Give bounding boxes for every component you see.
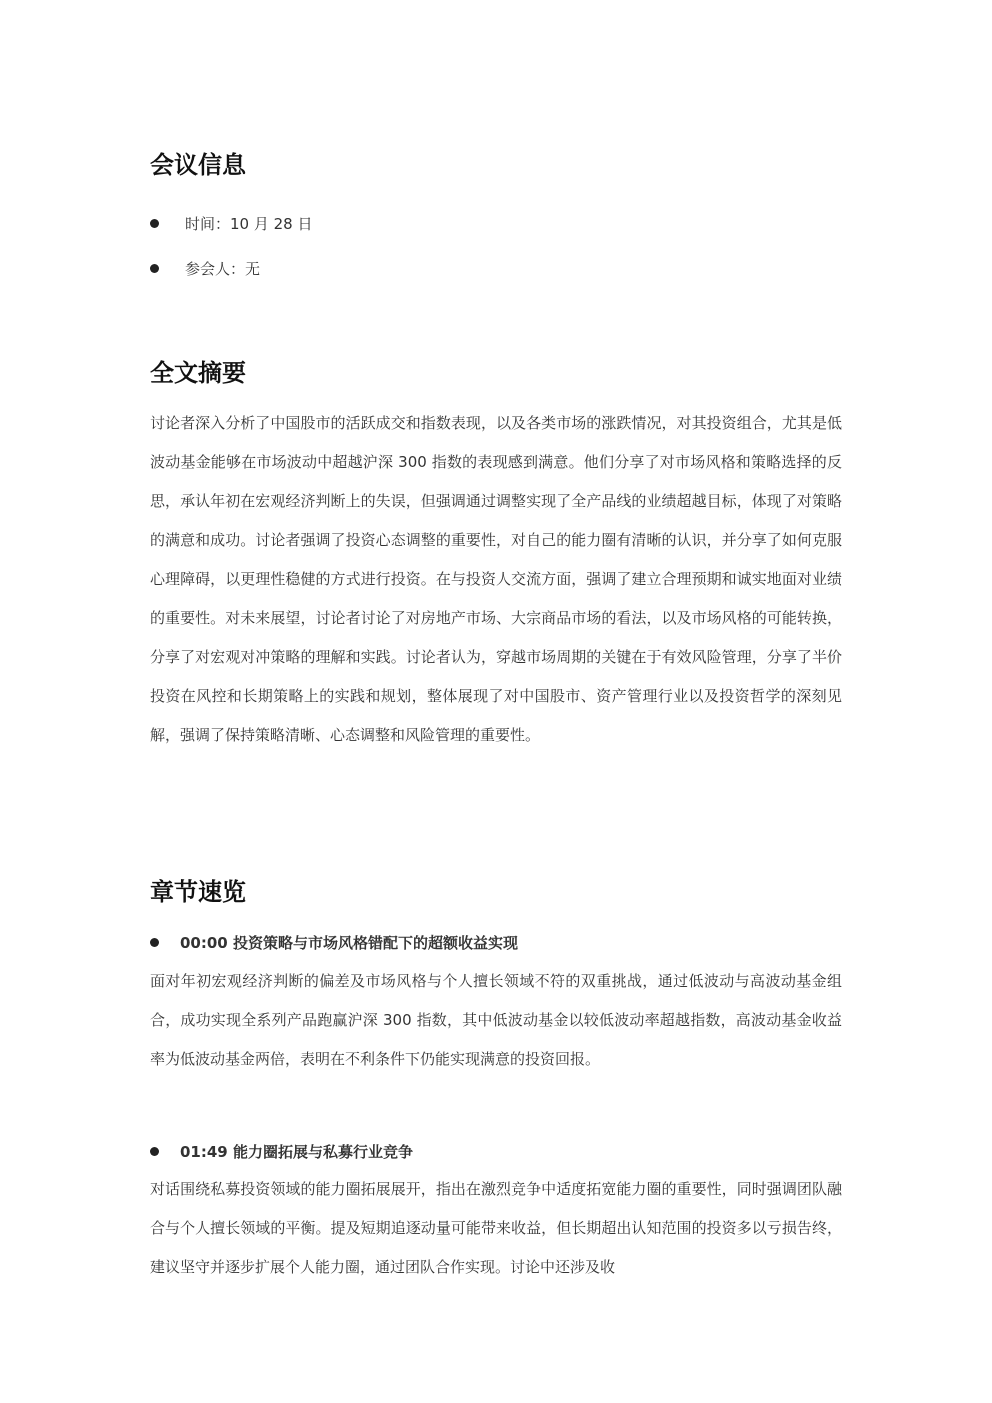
bullet-dot-icon [150, 938, 159, 947]
chapter-body: 对话围绕私募投资领域的能力圈拓展展开，指出在激烈竞争中适度拓宽能力圈的重要性，同时强调团队融合与个人擅长领域的平衡。提及短期追逐动量可能带来收益，但长期超出认知范围的投资多以亏损告终，建议坚守并逐步扩展个人能力圈，通过团队合作实现。讨论中还涉及收 [150, 1180, 842, 1276]
summary-heading: 全文摘要 [150, 359, 246, 387]
chapter-title: 01:49 能力圈拓展与私募行业竞争 [150, 1139, 413, 1163]
chapter-body: 面对年初宏观经济判断的偏差及市场风格与个人擅长领域不符的双重挑战，通过低波动与高波动基金组合，成功实现全系列产品跑赢沪深 300 指数，其中低波动基金以较低波动率超越指数，高波动基金收益率为低波动基金两倍，表明在不利条件下仍能实现满意的投资回报。 [150, 972, 842, 1068]
bullet-dot-icon [150, 264, 159, 273]
chapter-title: 00:00 投资策略与市场风格错配下的超额收益实现 [150, 930, 518, 954]
meeting-participants-item [150, 256, 260, 280]
summary-text: 讨论者深入分析了中国股市的活跃成交和指数表现，以及各类市场的涨跌情况，对其投资组合，尤其是低波动基金能够在市场波动中超越沪深 300 指数的表现感到满意。他们分享了对市场风格和策略选择的反思，承认年初在宏观经济判断上的失误，但强调通过调整实现了全产品线的业绩超越目标，体现了对策略的满意和成功。讨论者强调了投资心态调整的重要性，对自己的能力圈有清晰的认识，并分享了如何克服心理障碍，以更理性稳健的方式进行投资。在与投资人交流方面，强调了建立合理预期和诚实地面对业绩的重要性。对未来展望，讨论者讨论了对房地产市场、大宗商品市场的看法，以及市场风格的可能转换，分享了对宏观对冲策略的理解和实践。讨论者认为，穿越市场周期的关键在于有效风险管理，分享了半价投资在风控和长期策略上的实践和规划，整体展现了对中国股市、资产管理行业以及投资哲学的深刻见解，强调了保持策略清晰、心态调整和风险管理的重要性。 [150, 414, 842, 744]
meeting-time: 时间：10 月 28 日 [185, 214, 313, 233]
meeting-participants: 参会人：无 [185, 259, 261, 278]
chapters-heading: 章节速览 [150, 878, 246, 906]
meeting-info-heading: 会议信息 [150, 151, 246, 179]
bullet-dot-icon [150, 219, 159, 228]
meeting-time-item [150, 211, 312, 235]
bullet-dot-icon [150, 1147, 159, 1156]
